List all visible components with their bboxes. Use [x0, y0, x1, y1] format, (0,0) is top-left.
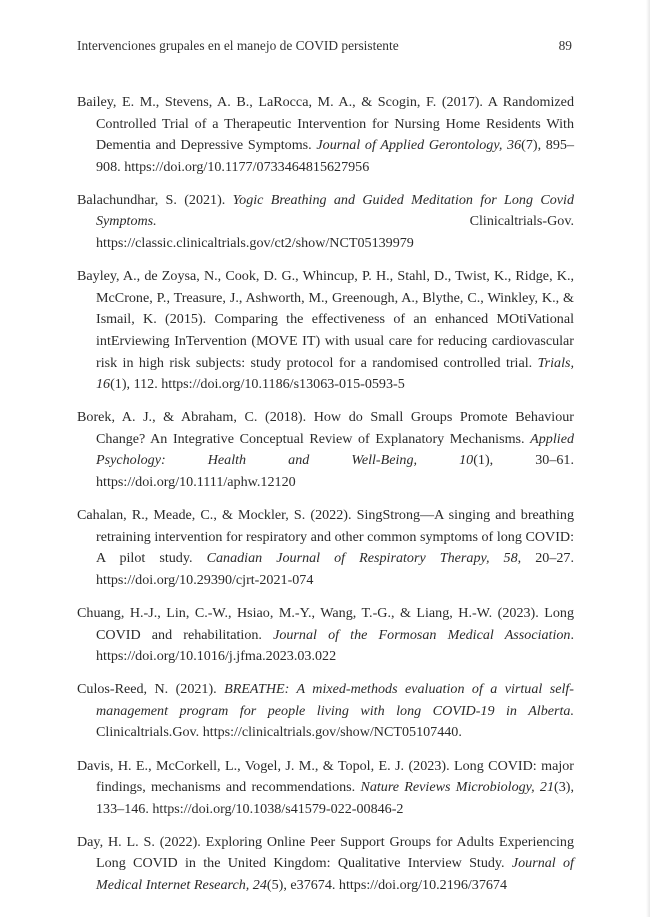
reference-source: Canadian Journal of Respiratory Therapy, 58: [206, 550, 518, 567]
reference-details: (7), 895–908. https://doi.org/10.1177/0733464815627956: [96, 137, 574, 175]
reference-details: (3), 133–146. https://doi.org/10.1038/s41579-022-00846-2: [96, 779, 574, 817]
reference-source: Nature Reviews Microbiology, 21: [360, 779, 555, 796]
reference-text: Davis, H. E., McCorkell, L., Vogel, J. M., & Topol, E. J. (2023). Long COVID: major findings, mechanisms and recommendations.: [77, 757, 574, 796]
reference-details: Clinicaltrials-Gov. https://classic.clinicaltrials.gov/ct2/show/NCT05139979: [96, 213, 574, 252]
reference-entry: [77, 679, 574, 744]
reference-source: BREATHE: A mixed-methods evaluation of a virtual self-management program for people living with long COVID-19 in Alberta.: [96, 681, 574, 719]
reference-text: Bailey, E. M., Stevens, A. B., LaRocca, M. A., & Scogin, F. (2017). A Randomized Controlled Trial of a Therapeutic Intervention for Nursing Home Residents With Dementia and Depressive Symptoms.: [77, 94, 574, 154]
reference-text: Borek, A. J., & Abraham, C. (2018). How do Small Groups Promote Behaviour Change? An Integrative Conceptual Review of Explanatory Mechanisms.: [77, 409, 574, 447]
reference-entry: [77, 756, 574, 821]
reference-text: Chuang, H.-J., Lin, C.-W., Hsiao, M.-Y., Wang, T.-G., & Liang, H.-W. (2023). Long COVID and rehabilitation.: [77, 604, 574, 643]
reference-source: Journal of Applied Gerontology, 36: [316, 137, 522, 154]
reference-entry: [77, 266, 574, 396]
reference-text: Bayley, A., de Zoysa, N., Cook, D. G., Whincup, P. H., Stahl, D., Twist, K., Ridge, K., McCrone, P., Treasure, J., Ashworth, M., Greenough, A., Blythe, C., Winkley, K., & Ismail, K. (2015). Comparing the effectiveness of an enhanced MOtiVational intErviewing InTervention (MOVE IT) with usual care for reducing cardiovascular risk in high risk subjects: study protocol for a randomised controlled trial.: [77, 268, 574, 371]
reference-entry: [77, 505, 574, 591]
reference-source: Journal of the Formosan Medical Association: [273, 626, 571, 643]
reference-list: [77, 92, 574, 908]
page-number: 89: [558, 38, 572, 53]
running-header: [77, 38, 572, 54]
reference-entry: [77, 92, 574, 178]
reference-details: (5), e37674. https://doi.org/10.2196/37674: [266, 877, 508, 893]
running-title: Intervenciones grupales en el manejo de COVID persistente: [77, 38, 399, 53]
reference-source: Trials, 16: [96, 354, 574, 393]
reference-details: Clinicaltrials.Gov. https://clinicaltrials.gov/show/NCT05107440.: [96, 724, 462, 741]
reference-source: Applied Psychology: Health and Well-Being, 10: [96, 430, 574, 469]
reference-source: Yogic Breathing and Guided Meditation for Long Covid Symptoms.: [96, 191, 574, 230]
reference-details: , 20–27. https://doi.org/10.29390/cjrt-2021-074: [96, 550, 574, 588]
reference-entry: [77, 603, 574, 668]
reference-entry: [77, 407, 574, 493]
reference-text: Day, H. L. S. (2022). Exploring Online Peer Support Groups for Adults Experiencing Long COVID in the United Kingdom: Qualitative Interview Study.: [77, 833, 574, 872]
reference-details: (1), 112. https://doi.org/10.1186/s13063-015-0593-5: [110, 376, 405, 393]
reference-entry: [77, 832, 574, 897]
reference-text: Culos-Reed, N. (2021).: [77, 681, 225, 698]
reference-details: (1), 30–61. https://doi.org/10.1111/aphw.12120: [96, 452, 574, 490]
reference-text: Balachundhar, S. (2021).: [77, 191, 233, 208]
page-edge-shadow: [646, 0, 650, 917]
reference-details: . https://doi.org/10.1016/j.jfma.2023.03.022: [96, 626, 574, 665]
reference-text: Cahalan, R., Meade, C., & Mockler, S. (2022). SingStrong—A singing and breathing retraining intervention for respiratory and other common symptoms of long COVID: A pilot study.: [77, 507, 574, 567]
reference-source: Journal of Medical Internet Research, 24: [96, 855, 574, 893]
reference-entry: [77, 190, 574, 255]
